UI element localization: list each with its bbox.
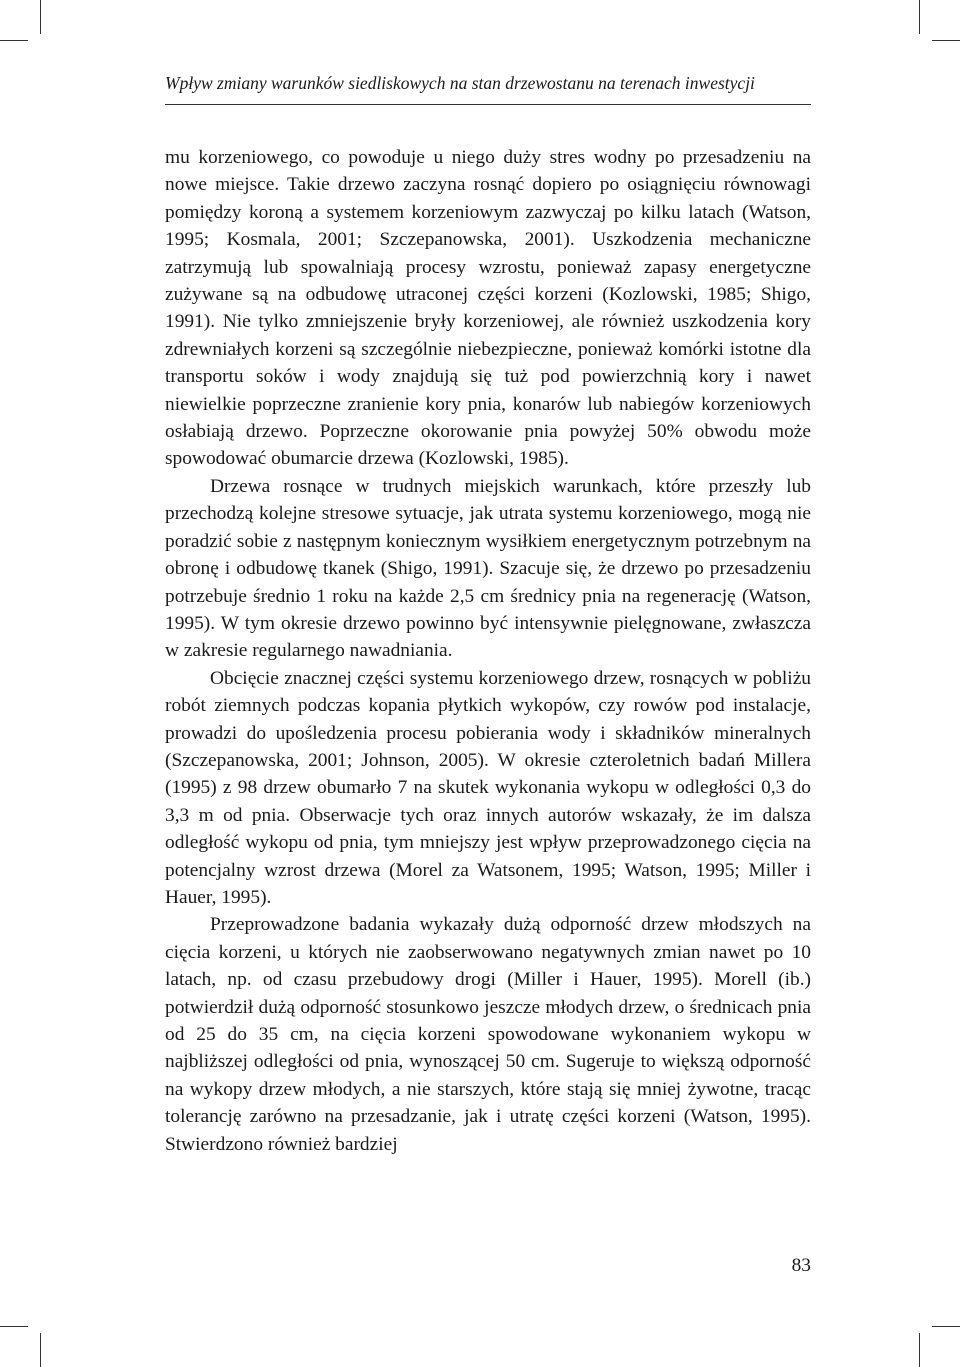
crop-mark-top-right xyxy=(919,0,920,34)
crop-mark-bottom-left-horizontal xyxy=(0,1326,28,1327)
crop-mark-top-right-horizontal xyxy=(932,40,960,41)
crop-mark-bottom-left xyxy=(40,1333,41,1367)
page-number: 83 xyxy=(791,1255,811,1276)
running-header: Wpływ zmiany warunków siedliskowych na stan drzewostanu na terenach inwestycji xyxy=(165,73,755,93)
header-divider xyxy=(165,104,811,105)
crop-mark-top-left xyxy=(40,0,41,34)
crop-mark-bottom-right-horizontal xyxy=(932,1326,960,1327)
paragraph-2: Drzewa rosnące w trudnych miejskich warunkach, które przeszły lub przechodzą kolejne stresowe sytuacje, jak utrata systemu korzeniowego, mogą nie poradzić sobie z następnym koniecznym wysiłkiem energetycznym potrzebnym na obronę i odbudowę tkanek (Shigo, 1991). Szacuje się, że drzewo po przesadzeniu potrzebuje średnio 1 roku na każde 2,5 cm średnicy pnia na regenerację (Watson, 1995). W tym okresie drzewo powinno być intensywnie pielęgnowane, zwłaszcza w zakresie regularnego nawadniania. xyxy=(165,475,811,662)
crop-mark-bottom-right xyxy=(919,1333,920,1367)
paragraph-1: mu korzeniowego, co powoduje u niego duży stres wodny po przesadzeniu na nowe miejsce. Takie drzewo zaczyna rosnąć dopiero po osiągnięciu równowagi pomiędzy koroną a systemem korzeniowym zazwyczaj po kilku latach (Watson, 1995; Kosmala, 2001; Szczepanowska, 2001). Uszkodzenia mechaniczne zatrzymują lub spowalniają procesy wzrostu, ponieważ zapasy energetyczne zużywane są na odbudowę utraconej części korzeni (Kozlowski, 1985; Shigo, 1991). Nie tylko zmniejszenie bryły korzeniowej, ale również uszkodzenia kory zdrewniałych korzeni są szczególnie niebezpieczne, ponieważ komórki istotne dla transportu soków i wody znajdują się tuż pod powierzchnią kory i nawet niewielkie poprzeczne zranienie kory pnia, konarów lub nabiegów korzeniowych osłabiają drzewo. Poprzeczne okorowanie pnia powyżej 50% obwodu może spowodować obumarcie drzewa (Kozlowski, 1985). xyxy=(165,147,811,470)
paragraph-4: Przeprowadzone badania wykazały dużą odporność drzew młodszych na cięcia korzeni, u których nie zaobserwowano negatywnych zmian nawet po 10 latach, np. od czasu przebudowy drogi (Miller i Hauer, 1995). Morell (ib.) potwierdził dużą odporność stosunkowo jeszcze młodych drzew, o średnicach pnia od 25 do 35 cm, na cięcia korzeni spowodowane wykonaniem wykopu w najbliższej odległości od pnia, wynoszącej 50 cm. Sugeruje to większą odporność na wykopy drzew młodych, a nie starszych, które stają się mniej żywotne, tracąc tolerancję zarówno na przesadzanie, jak i utratę części korzeni (Watson, 1995). Stwierdzono również bardziej xyxy=(165,914,811,1155)
paragraph-3: Obcięcie znacznej części systemu korzeniowego drzew, rosnących w pobliżu robót ziemnych podczas kopania płytkich wykopów, czy rowów pod instalacje, prowadzi do upośledzenia procesu pobierania wody i składników mineralnych (Szczepanowska, 2001; Johnson, 2005). W okresie czteroletnich badań Millera (1995) z 98 drzew obumarło 7 na skutek wykonania wykopu w odległości 0,3 do 3,3 m od pnia. Obserwacje tych oraz innych autorów wskazały, że im dalsza odległość wykopu od pnia, tym mniejszy jest wpływ przeprowadzonego cięcia na potencjalny wzrost drzewa (Morel za Watsonem, 1995; Watson, 1995; Miller i Hauer, 1995). xyxy=(165,667,811,908)
crop-mark-top-left-horizontal xyxy=(0,40,28,41)
body-text xyxy=(165,144,811,1158)
